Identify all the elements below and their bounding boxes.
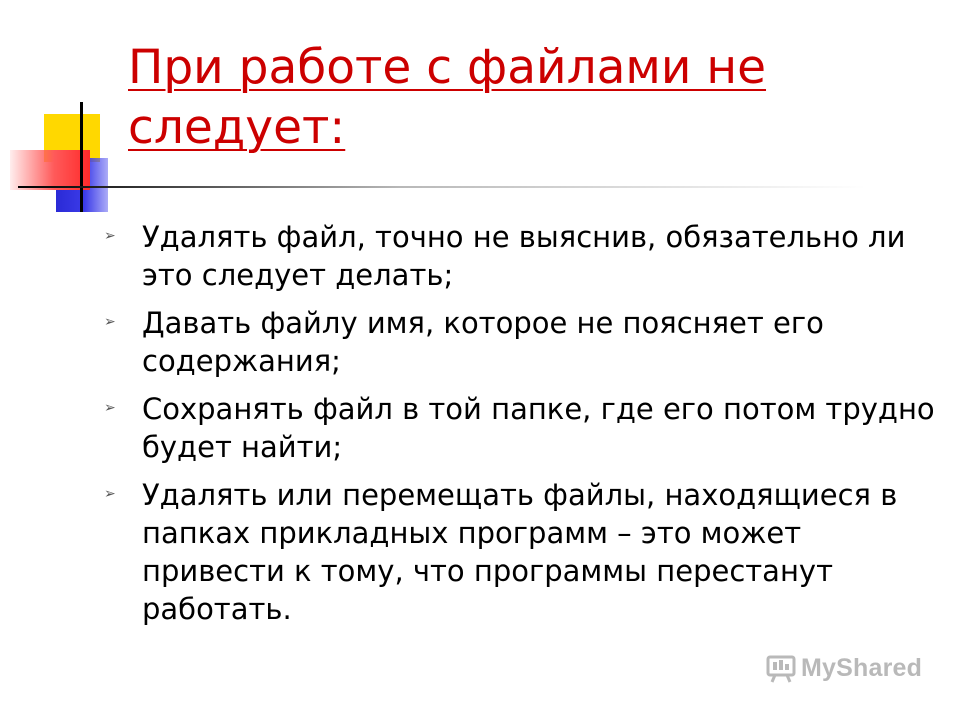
bullet-item (100, 390, 940, 466)
bullet-list (100, 218, 940, 638)
vertical-rule (80, 102, 83, 212)
myshared-logo-icon (766, 655, 796, 683)
bullet-text: Удалять файл, точно не выяснив, обязательно ли это следует делать; (142, 220, 906, 292)
red-square (10, 150, 90, 190)
arrowhead-bullet-icon: ➢ (104, 400, 116, 416)
watermark-text: MyShared (801, 654, 923, 682)
arrowhead-bullet-icon: ➢ (104, 486, 116, 502)
bullet-text: Давать файлу имя, которое не поясняет его содержания; (142, 306, 824, 378)
bullet-item (100, 304, 940, 380)
bullet-text: Сохранять файл в той папке, где его потом трудно будет найти; (142, 392, 935, 464)
myshared-watermark[interactable] (766, 654, 922, 683)
title-divider (18, 186, 866, 188)
bullet-item (100, 218, 940, 294)
arrowhead-bullet-icon: ➢ (104, 314, 116, 330)
bullet-text: Удалять или перемещать файлы, находящиеся в папках прикладных программ – это может привести к тому, что программы перестанут работать. (142, 478, 898, 626)
bullet-item (100, 476, 940, 628)
arrowhead-bullet-icon: ➢ (104, 228, 116, 244)
slide-title: При работе с файлами не следует: (128, 40, 767, 155)
